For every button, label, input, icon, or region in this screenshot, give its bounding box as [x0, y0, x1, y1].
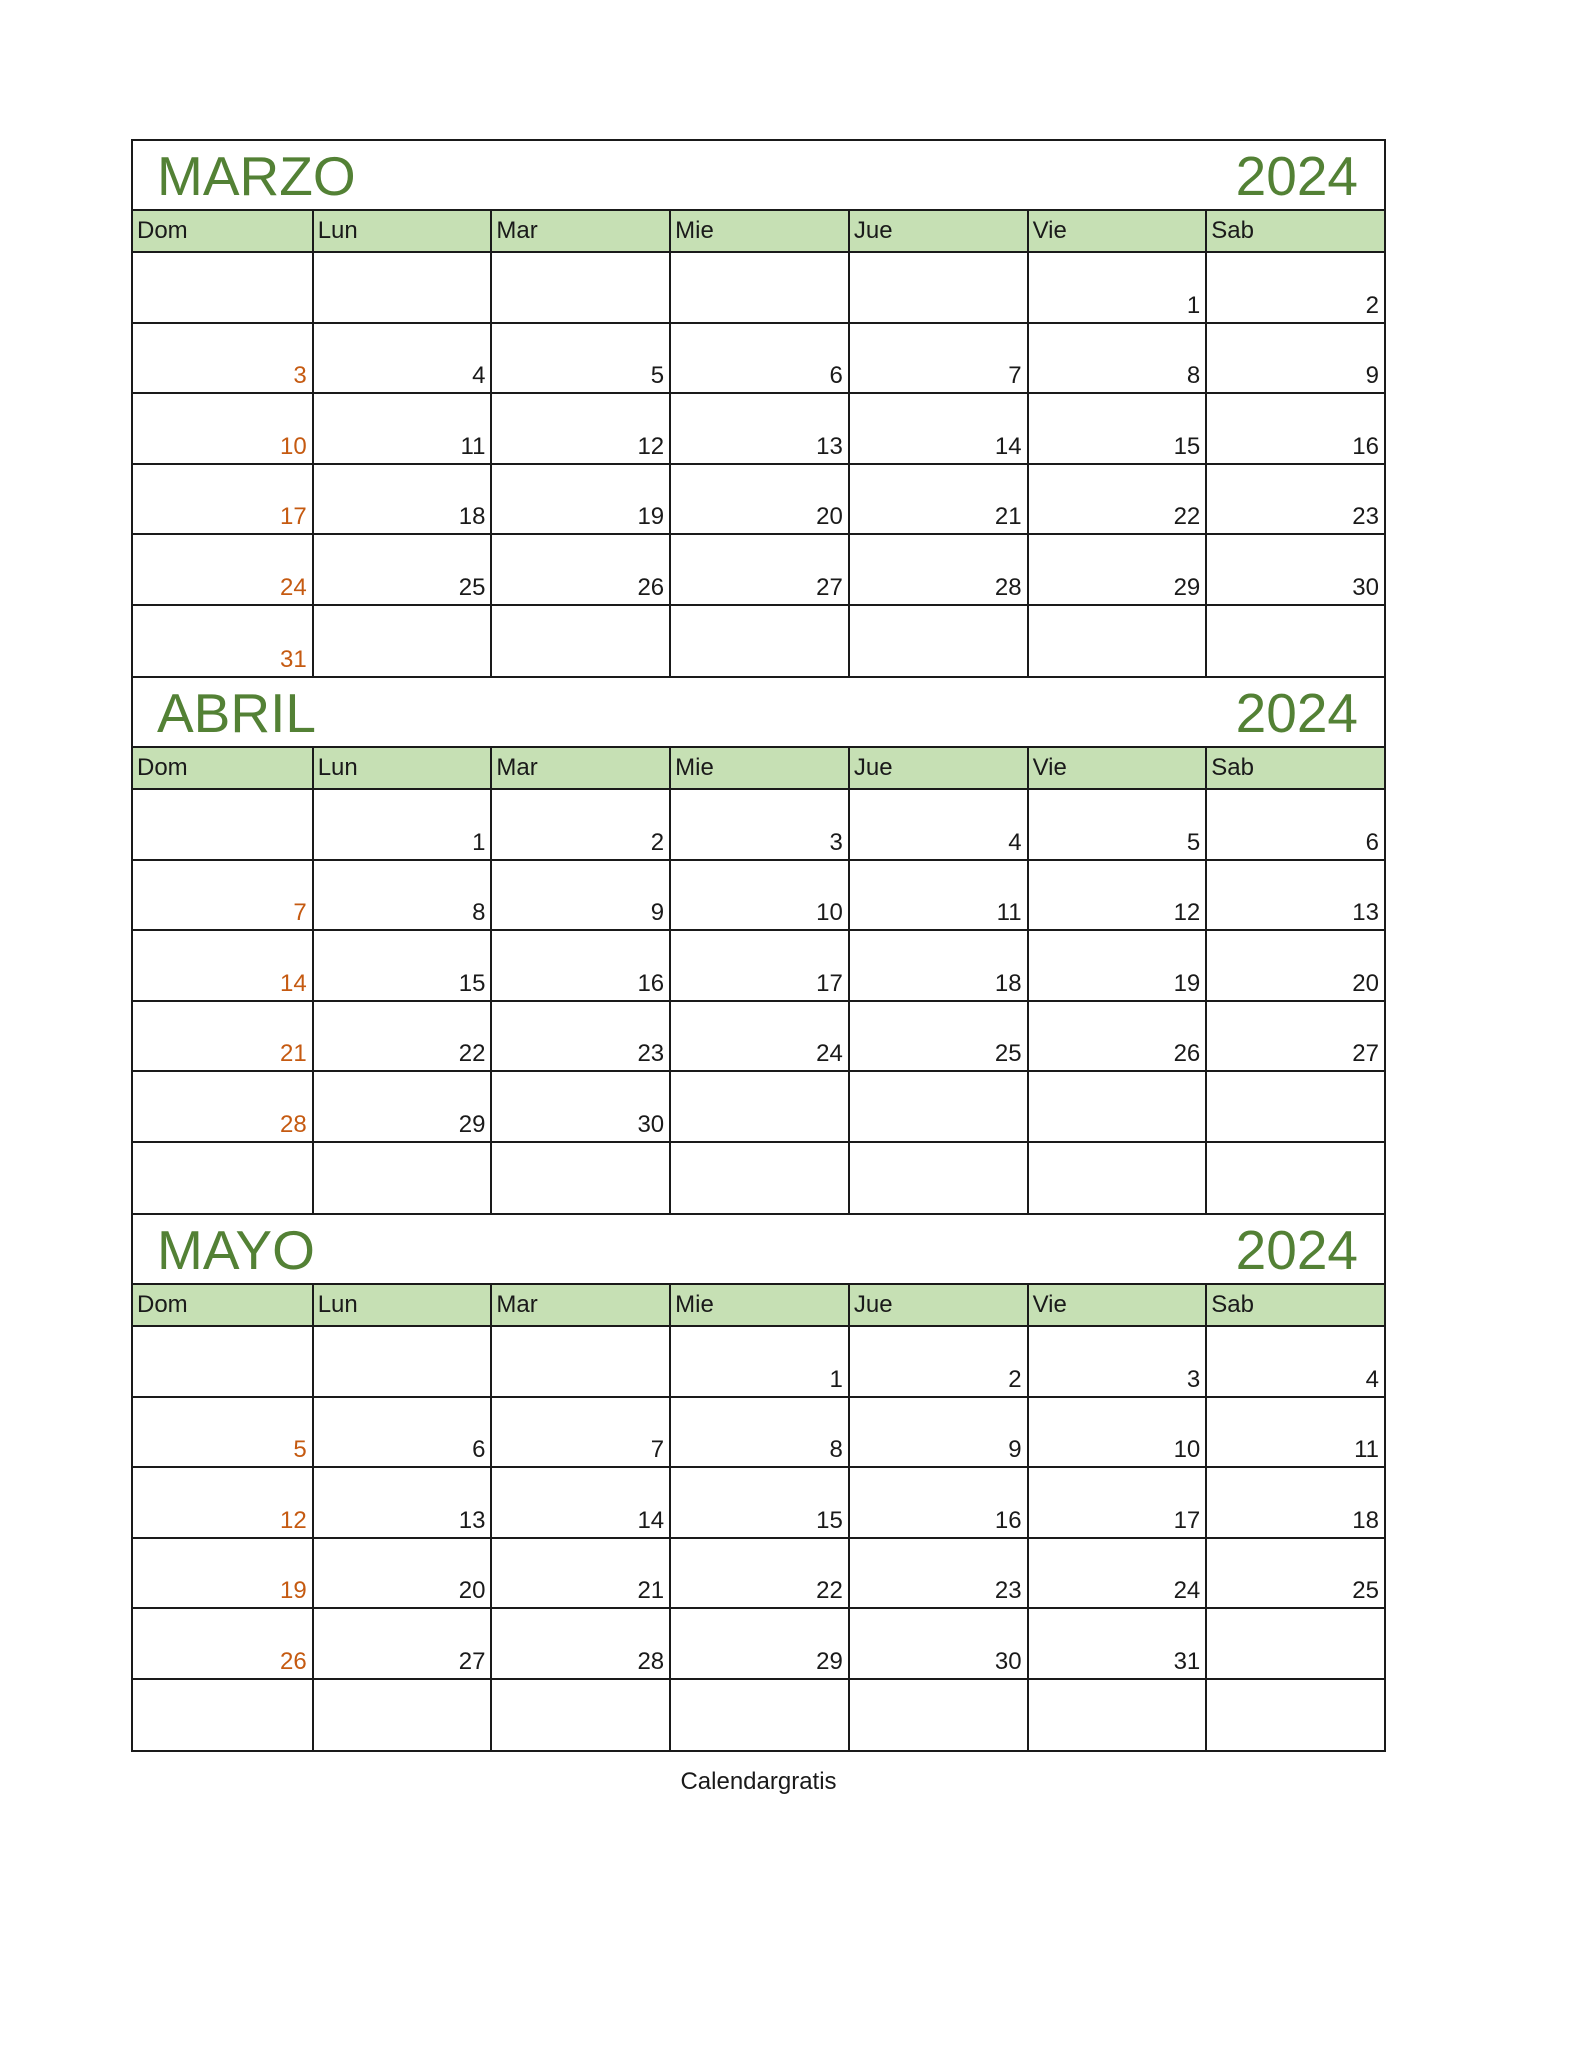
day-number: 2: [1008, 1365, 1022, 1393]
day-cell: [1205, 1468, 1384, 1537]
day-cell: [1027, 790, 1206, 859]
week-row: [133, 1468, 1384, 1539]
day-cell: [1027, 1327, 1206, 1396]
day-cell: [1027, 1609, 1206, 1678]
week-row: [133, 394, 1384, 465]
day-number: 21: [994, 503, 1022, 530]
day-cell: [1027, 1072, 1206, 1141]
month-name: MAYO: [157, 1219, 315, 1281]
day-number: 17: [280, 503, 307, 530]
day-cell: [490, 324, 669, 393]
day-number: 24: [1173, 1577, 1201, 1604]
day-number: 3: [293, 362, 307, 389]
day-number: 28: [994, 573, 1022, 601]
day-cell: [312, 535, 491, 604]
day-number: 10: [280, 432, 307, 460]
day-cell: [490, 394, 669, 463]
day-number: 1: [472, 828, 486, 856]
day-number: 16: [637, 969, 665, 997]
weekday-label: Dom: [137, 754, 188, 781]
day-cell: [490, 465, 669, 534]
day-cell: [1027, 324, 1206, 393]
week-row: [133, 324, 1384, 395]
day-number: 26: [280, 1647, 307, 1675]
month-name: MARZO: [157, 145, 356, 207]
day-cell: [312, 1609, 491, 1678]
day-number: 7: [650, 1436, 665, 1463]
day-number: 29: [458, 1110, 486, 1138]
day-cell: [1205, 1609, 1384, 1678]
week-row: [133, 1609, 1384, 1680]
day-number: 25: [1352, 1577, 1379, 1604]
day-cell: [490, 1398, 669, 1467]
day-cell: [669, 861, 848, 930]
day-number: 23: [637, 1040, 665, 1067]
week-row: [133, 1539, 1384, 1610]
day-number: 23: [1352, 503, 1379, 530]
day-number: 13: [458, 1506, 486, 1534]
day-cell: [1205, 535, 1384, 604]
week-row: [133, 606, 1384, 677]
day-cell: [312, 1468, 491, 1537]
day-number: 11: [996, 899, 1022, 926]
day-number: 5: [1186, 828, 1201, 856]
footer-credit: Calendargratis: [680, 1768, 837, 1795]
day-cell: [312, 1680, 491, 1751]
day-cell: [848, 1680, 1027, 1751]
month-year: 2024: [1235, 1219, 1358, 1281]
month-block: [131, 676, 1386, 1213]
day-cell: [312, 790, 491, 859]
day-cell: [312, 1539, 491, 1608]
weekday-label: Vie: [1027, 211, 1206, 251]
day-number: 22: [816, 1577, 843, 1604]
weekday-header-row: [133, 211, 1384, 253]
weekday-label: Jue: [848, 1285, 1027, 1325]
day-number: 19: [280, 1577, 307, 1604]
weekday-header-row: [133, 1285, 1384, 1327]
day-number: 5: [650, 362, 665, 389]
day-cell: [312, 1002, 491, 1071]
day-number: 21: [637, 1577, 665, 1604]
day-cell: [1027, 394, 1206, 463]
day-cell: [490, 1539, 669, 1608]
day-number: 14: [280, 969, 307, 997]
day-cell: [133, 253, 312, 322]
day-number: 18: [1352, 1506, 1379, 1534]
day-cell: [669, 1539, 848, 1608]
day-cell: [490, 1143, 669, 1214]
day-number: 8: [472, 899, 486, 926]
day-number: 23: [994, 1577, 1022, 1604]
day-cell: [312, 861, 491, 930]
day-cell: [133, 606, 312, 677]
day-cell: [848, 465, 1027, 534]
day-number: 20: [1352, 969, 1379, 997]
day-number: 15: [1173, 432, 1201, 460]
weekday-label: Mie: [669, 211, 848, 251]
day-number: 6: [829, 362, 843, 389]
day-cell: [1027, 253, 1206, 322]
day-cell: [848, 931, 1027, 1000]
day-cell: [312, 1072, 491, 1141]
week-row: [133, 465, 1384, 536]
day-cell: [848, 790, 1027, 859]
day-cell: [133, 1539, 312, 1608]
day-cell: [312, 1143, 491, 1214]
day-cell: [1027, 1539, 1206, 1608]
day-number: 12: [1173, 899, 1201, 926]
day-number: 4: [1365, 1365, 1379, 1393]
day-cell: [1205, 465, 1384, 534]
day-cell: [1205, 931, 1384, 1000]
day-number: 28: [637, 1647, 665, 1675]
day-number: 15: [458, 969, 486, 997]
day-cell: [1205, 1680, 1384, 1751]
day-number: 6: [472, 1436, 486, 1463]
day-number: 4: [472, 362, 486, 389]
day-cell: [1205, 1143, 1384, 1214]
month-name: ABRIL: [157, 682, 316, 744]
week-row: [133, 861, 1384, 932]
day-cell: [312, 1327, 491, 1396]
day-cell: [490, 861, 669, 930]
day-cell: [490, 606, 669, 677]
day-cell: [848, 606, 1027, 677]
day-cell: [848, 1327, 1027, 1396]
day-cell: [1205, 790, 1384, 859]
day-number: 26: [1173, 1040, 1201, 1067]
day-number: 30: [994, 1647, 1022, 1675]
weekday-label: Mar: [490, 211, 669, 251]
day-cell: [669, 1398, 848, 1467]
day-number: 10: [816, 899, 843, 926]
day-number: 1: [1186, 291, 1201, 319]
day-cell: [133, 1072, 312, 1141]
day-cell: [312, 931, 491, 1000]
day-cell: [490, 1680, 669, 1751]
day-number: 19: [1173, 969, 1201, 997]
day-cell: [1027, 1002, 1206, 1071]
day-number: 9: [1008, 1436, 1022, 1463]
day-cell: [1205, 1072, 1384, 1141]
day-number: 28: [280, 1110, 307, 1138]
weekday-label: Lun: [312, 1285, 491, 1325]
day-cell: [848, 1398, 1027, 1467]
calendar-sheet: [131, 139, 1386, 1752]
day-cell: [490, 1327, 669, 1396]
day-number: 27: [458, 1647, 486, 1675]
day-number: 6: [1365, 828, 1379, 856]
day-number: 20: [816, 503, 843, 530]
day-number: 22: [1173, 503, 1201, 530]
day-cell: [1205, 253, 1384, 322]
day-cell: [669, 394, 848, 463]
weekday-label: Vie: [1027, 1285, 1206, 1325]
day-cell: [1205, 324, 1384, 393]
day-cell: [1205, 606, 1384, 677]
day-cell: [133, 465, 312, 534]
day-cell: [1205, 394, 1384, 463]
month-title-bar: [133, 141, 1384, 211]
day-cell: [669, 790, 848, 859]
day-cell: [312, 253, 491, 322]
weekday-label: Lun: [312, 211, 491, 251]
day-number: 30: [1352, 573, 1379, 601]
day-number: 25: [994, 1040, 1022, 1067]
day-number: 29: [816, 1647, 843, 1675]
day-number: 31: [1173, 1647, 1201, 1675]
day-number: 21: [280, 1040, 307, 1067]
day-cell: [133, 790, 312, 859]
day-cell: [848, 861, 1027, 930]
weekday-label: Lun: [312, 748, 491, 788]
weekday-label: Mar: [490, 1285, 669, 1325]
day-cell: [848, 1539, 1027, 1608]
weekday-label: Dom: [137, 1291, 188, 1318]
day-cell: [1027, 861, 1206, 930]
day-number: 22: [458, 1040, 486, 1067]
day-number: 26: [637, 573, 665, 601]
day-cell: [848, 1143, 1027, 1214]
day-cell: [133, 535, 312, 604]
day-cell: [1205, 1398, 1384, 1467]
day-number: 8: [829, 1436, 843, 1463]
day-cell: [312, 1398, 491, 1467]
day-number: 8: [1186, 362, 1201, 389]
weekday-label: Jue: [848, 748, 1027, 788]
day-number: 16: [1352, 432, 1379, 460]
day-number: 17: [1173, 1506, 1201, 1534]
week-row: [133, 535, 1384, 606]
day-number: 29: [1173, 573, 1201, 601]
day-number: 1: [829, 1365, 843, 1393]
weekday-label: Vie: [1027, 748, 1206, 788]
day-number: 9: [650, 899, 665, 926]
day-number: 2: [1365, 291, 1379, 319]
day-cell: [133, 394, 312, 463]
day-number: 3: [1186, 1365, 1201, 1393]
day-cell: [490, 1609, 669, 1678]
day-number: 3: [829, 828, 843, 856]
day-number: 31: [280, 646, 307, 673]
week-row: [133, 790, 1384, 861]
day-cell: [848, 1002, 1027, 1071]
day-number: 24: [280, 573, 307, 601]
week-row: [133, 253, 1384, 324]
day-cell: [1205, 861, 1384, 930]
day-number: 12: [280, 1506, 307, 1534]
day-cell: [1027, 465, 1206, 534]
day-cell: [490, 1002, 669, 1071]
day-cell: [1027, 535, 1206, 604]
day-number: 7: [1008, 362, 1022, 389]
weekday-label: Sab: [1205, 211, 1384, 251]
day-cell: [1027, 1680, 1206, 1751]
day-cell: [133, 1468, 312, 1537]
day-cell: [669, 465, 848, 534]
day-number: 11: [460, 432, 486, 460]
week-row: [133, 1072, 1384, 1143]
day-cell: [848, 535, 1027, 604]
day-number: 15: [816, 1506, 843, 1534]
day-cell: [669, 606, 848, 677]
day-number: 4: [1008, 828, 1022, 856]
day-number: 13: [1352, 899, 1379, 926]
day-cell: [490, 931, 669, 1000]
day-number: 30: [637, 1110, 665, 1138]
day-cell: [669, 1468, 848, 1537]
day-number: 2: [650, 828, 665, 856]
weekday-label: Sab: [1205, 748, 1384, 788]
day-cell: [848, 253, 1027, 322]
day-cell: [1205, 1327, 1384, 1396]
day-cell: [133, 1327, 312, 1396]
day-number: 18: [458, 503, 486, 530]
day-cell: [669, 1072, 848, 1141]
day-cell: [848, 394, 1027, 463]
day-number: 16: [994, 1506, 1022, 1534]
week-row: [133, 931, 1384, 1002]
week-row: [133, 1327, 1384, 1398]
weekday-header-row: [133, 748, 1384, 790]
day-cell: [490, 535, 669, 604]
day-cell: [1205, 1002, 1384, 1071]
weekday-label: Mie: [669, 748, 848, 788]
weekday-label: Dom: [137, 217, 188, 244]
day-cell: [669, 1680, 848, 1751]
month-block: [131, 1213, 1386, 1752]
day-number: 7: [293, 899, 307, 926]
day-number: 10: [1173, 1436, 1201, 1463]
month-title-bar: [133, 1215, 1384, 1285]
day-number: 13: [816, 432, 843, 460]
day-cell: [848, 1609, 1027, 1678]
day-cell: [312, 324, 491, 393]
month-title-bar: [133, 678, 1384, 748]
day-cell: [133, 1609, 312, 1678]
day-cell: [848, 1468, 1027, 1537]
week-row: [133, 1398, 1384, 1469]
day-cell: [669, 1143, 848, 1214]
day-number: 20: [458, 1577, 486, 1604]
day-cell: [669, 1609, 848, 1678]
month-year: 2024: [1235, 682, 1358, 744]
day-number: 27: [816, 573, 843, 601]
day-cell: [133, 1002, 312, 1071]
day-number: 27: [1352, 1040, 1379, 1067]
day-number: 5: [293, 1436, 307, 1463]
day-number: 25: [458, 573, 486, 601]
day-cell: [312, 606, 491, 677]
week-row: [133, 1002, 1384, 1073]
week-row: [133, 1143, 1384, 1214]
week-row: [133, 1680, 1384, 1751]
day-cell: [669, 1327, 848, 1396]
month-year: 2024: [1235, 145, 1358, 207]
day-cell: [133, 1398, 312, 1467]
day-cell: [669, 324, 848, 393]
day-cell: [133, 931, 312, 1000]
weekday-label: Mar: [490, 748, 669, 788]
day-cell: [490, 1468, 669, 1537]
day-cell: [490, 790, 669, 859]
weekday-label: Mie: [669, 1285, 848, 1325]
day-cell: [669, 931, 848, 1000]
day-cell: [490, 253, 669, 322]
day-cell: [133, 1680, 312, 1751]
weekday-label: Jue: [848, 211, 1027, 251]
day-number: 14: [637, 1506, 665, 1534]
day-cell: [312, 465, 491, 534]
day-cell: [848, 1072, 1027, 1141]
day-cell: [669, 253, 848, 322]
day-number: 14: [994, 432, 1022, 460]
day-cell: [1027, 606, 1206, 677]
day-cell: [669, 1002, 848, 1071]
day-number: 18: [994, 969, 1022, 997]
day-cell: [133, 861, 312, 930]
day-cell: [490, 1072, 669, 1141]
day-cell: [312, 394, 491, 463]
day-cell: [1205, 1539, 1384, 1608]
day-cell: [848, 324, 1027, 393]
day-number: 9: [1365, 362, 1379, 389]
day-number: 11: [1354, 1436, 1379, 1463]
day-cell: [1027, 1468, 1206, 1537]
day-cell: [1027, 1143, 1206, 1214]
day-number: 12: [637, 432, 665, 460]
day-number: 17: [816, 969, 843, 997]
month-block: [131, 139, 1386, 676]
day-cell: [133, 1143, 312, 1214]
day-cell: [1027, 931, 1206, 1000]
day-cell: [133, 324, 312, 393]
day-number: 19: [637, 503, 665, 530]
day-cell: [669, 535, 848, 604]
day-cell: [1027, 1398, 1206, 1467]
day-number: 24: [816, 1040, 843, 1067]
weekday-label: Sab: [1205, 1285, 1384, 1325]
